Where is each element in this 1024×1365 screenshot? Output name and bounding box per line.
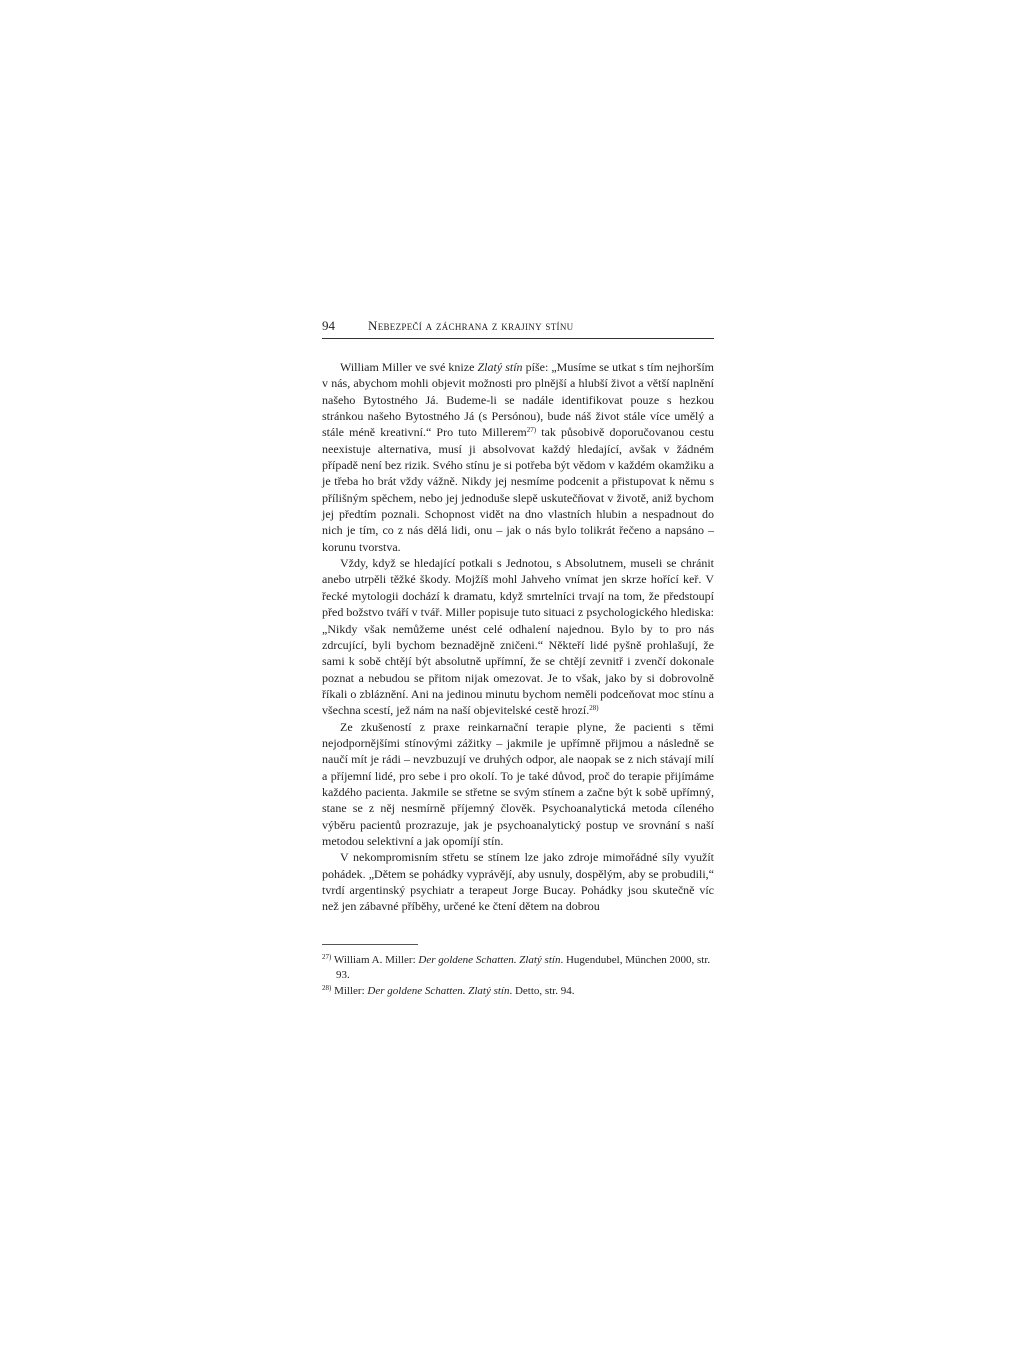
text-run: . Hugendubel, München 2000, str. 93. (336, 954, 711, 981)
body-text (322, 359, 714, 915)
paragraph (322, 719, 714, 850)
text-run: píše: „Musíme se utkat s tím nejhorším v nás, abychom mohli objevit možnosti pro plnější a hlubší život a větší naplnění našeho Bytostného Já. Budeme-li se nadále identifikovat pouze s hezkou stránkou našeho Bytostného Já (s Persónou), bude náš život stále více umělý a stále méně kreativní.“ Pro tuto Millerem (322, 360, 714, 440)
footnote-reference: 28) (589, 704, 599, 713)
footnote (322, 953, 714, 982)
text-run: William A. Miller: (331, 954, 419, 966)
text-run: . Detto, str. 94. (509, 985, 575, 997)
footnote-separator (322, 944, 418, 945)
paragraph (322, 555, 714, 718)
header-rule (322, 338, 714, 339)
running-title: Nebezpečí a záchrana z krajiny stínu (368, 318, 574, 333)
text-run: V nekompromisním střetu se stínem lze jako zdroje mimořádné síly využít pohádek. „Dětem se pohádky vyprávějí, aby usnuly, dospělým, aby se probudili,“ tvrdí argentinský psychiatr a terapeut Jorge Bucay. Pohádky jsou skutečně víc než jen zábavné příběhy, určené ke čtení dětem na dobrou (322, 850, 714, 914)
italic-title: Der goldene Schatten. Zlatý stín (367, 985, 510, 997)
page-number: 94 (322, 318, 335, 333)
page-header (322, 318, 714, 338)
text-run: Ze zkušeností z praxe reinkarnační terapie plyne, že pacienti s těmi nejodpornějšími stínovými zážitky – jakmile je upřímně přijmou a následně se naučí mít je rádi – nevzbuzují ve druhých odpor, ale naopak se z nich stávají milí a příjemní lidé, pro sebe i pro okolí. To je také důvod, proč do terapie přijímáme každého pacienta. Jakmile se střetne se svým stínem a začne být k sobě upřímný, stane se z něj nesmírně příjemný člověk. Psychoanalytická metoda cíleného výběru pacientů prozrazuje, jak je psychoanalytický postup ve srovnání s naší metodou selektivní a jak opomíjí stín. (322, 719, 714, 848)
text-run: tak působivě doporučovanou cestu neexistuje alternativa, musí ji absolvovat každý hledající, avšak v žádném případě není bez rizik. Svého stínu je si potřeba být vědom v každém okamžiku a je třeba ho brát vždy vážně. Nikdy jej nesmíme podcenit a přistupovat k němu s přílišným spěchem, nebo jej jednoduše slepě uskutečňovat v životě, aniž bychom jej předtím poznali. Schopnost vidět na dno vlastních hlubin a nespadnout do nich je tím, co z nás dělá lidi, onu – jak o nás bylo tolikrát řečeno a napsáno – korunu tvorstva. (322, 425, 714, 554)
italic-title: Der goldene Schatten. Zlatý stín (418, 954, 561, 966)
footnote-marker: 27) (322, 953, 332, 961)
footnote-marker: 28) (322, 984, 332, 992)
text-run: William Miller ve své knize (340, 360, 478, 374)
footnote (322, 984, 714, 999)
footnote-reference: 27) (526, 426, 537, 435)
text-run: Miller: (331, 985, 368, 997)
text-run: Vždy, když se hledající potkali s Jednotou, s Absolutnem, museli se chránit anebo utrpěli těžké škody. Mojžíš mohl Jahveho vnímat jen skrze hořící keř. V řecké mytologii dochází k dramatu, když smrtelníci trvají na tom, že předstoupí před božstvo tváří v tvář. Miller popisuje tuto situaci z psychologického hlediska: „Nikdy však nemůžeme unést celé odhalení najednou. Bylo by to pro nás zdrcující, byli bychom beznadějně zničeni.“ Někteří lidé pyšně prohlašují, že sami k sobě chtějí být absolutně upřímní, že se chtějí zevnitř i zvenčí dokonale poznat a nebudou se přitom nijak omezovat. Je to však, jako by si dobrovolně říkali o zbláznění. Ani na jedinou minutu bychom neměli podceňovat moc stínu a všechna scestí, jež nám na naší objevitelské cestě hrozí. (322, 556, 714, 718)
paragraph (322, 849, 714, 914)
footnotes (322, 953, 714, 1001)
paragraph (322, 359, 714, 555)
italic-title: Zlatý stín (477, 360, 523, 374)
